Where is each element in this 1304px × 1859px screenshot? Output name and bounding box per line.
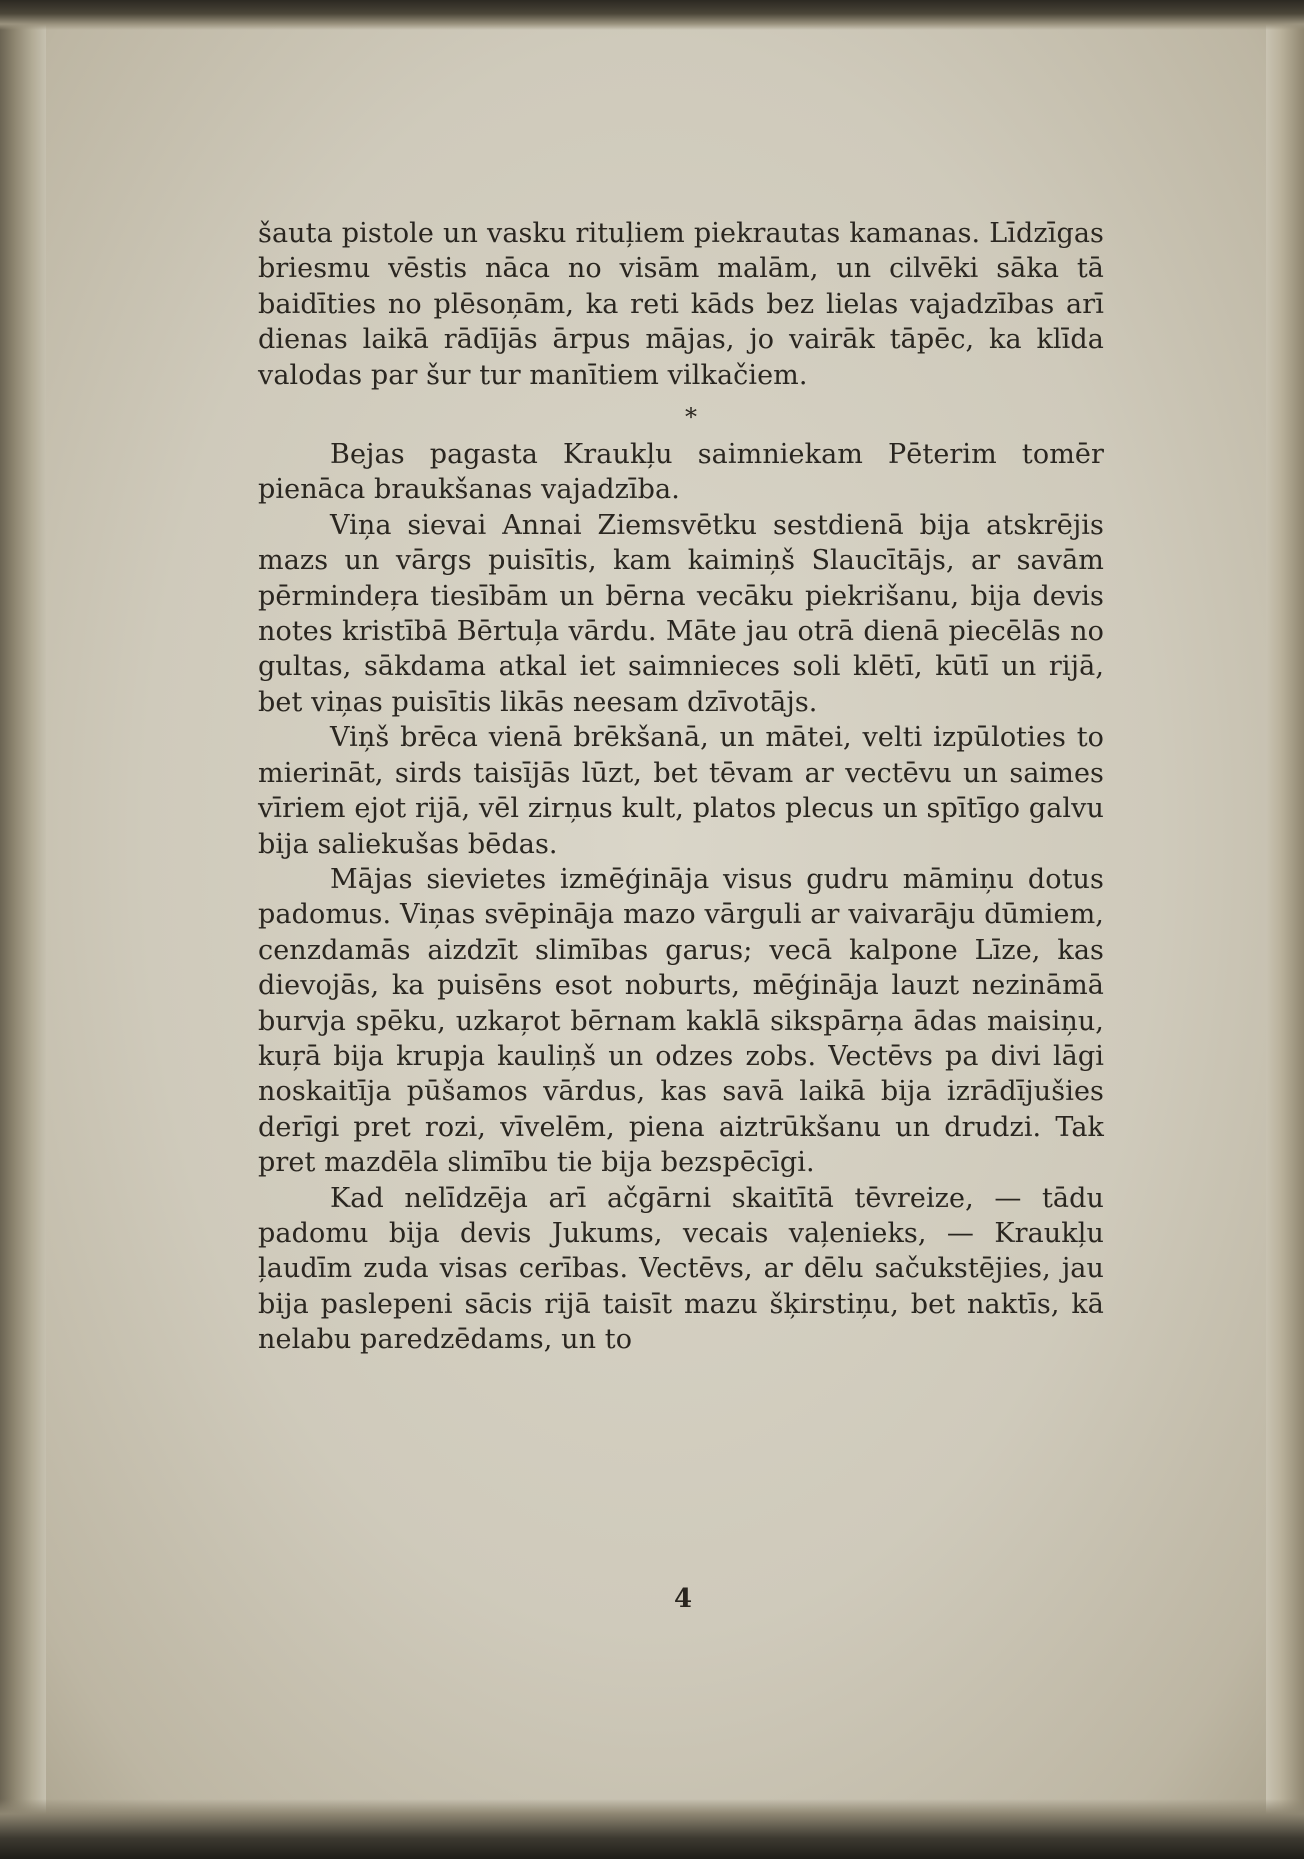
paragraph-2: Viņa sievai Annai Ziemsvētku sestdienā bija atskrējis mazs un vārgs puisītis, kam kaimiņš Slaucītājs, ar savām pērmindeŗa tiesībām un bērna vecāku piekrišanu, bija devis notes kristībā Bērtuļa vārdu. Māte jau otrā dienā piecēlās no gultas, sākdama atkal iet saimnieces soli klētī, kūtī un rijā, bet viņas puisītis likās neesam dzīvotājs. xyxy=(258,509,1104,718)
paragraph-3: Viņš brēca vienā brēkšanā, un mātei, velti izpūloties to mierināt, sirds taisījās lūzt, bet tēvam ar vectēvu un saimes vīriem ejot rijā, vēl zirņus kult, platos plecus un spītīgo galvu bija saliekušas bēdas. xyxy=(258,722,1104,860)
page-number: 4 xyxy=(673,1584,693,1614)
paragraph-5: Kad nelīdzēja arī ačgārni skaitītā tēvreize, — tādu padomu bija devis Jukums, vecais vaļenieks, — Kraukļu ļaudīm zuda visas cerības. Vectēvs, ar dēlu sačukstējies, jau bija paslepeni sācis rijā taisīt mazu šķirstiņu, bet naktīs, kā nelabu paredzēdams, un to xyxy=(258,1182,1104,1356)
page-right-edge xyxy=(1266,0,1304,1859)
paragraph-4: Mājas sievietes izmēģināja visus gudru māmiņu dotus padomus. Viņas svēpināja mazo vārguli ar vaivarāju dūmiem, cenzdamās aizdzīt slimības garus; vecā kalpone Līze, kas dievojās, ka puisēns esot noburts, mēģināja lauzt nezināmā burvja spēku, uzkaŗot bērnam kaklā sikspārņa ādas maisiņu, kuŗā bija krupja kauliņš un odzes zobs. Vectēvs pa divi lāgi noskaitīja pūšamos vārdus, kas savā laikā bija izrādījušies derīgi pret rozi, vīvelēm, piena aiztrūkšanu un drudzi. Tak pret mazdēla slimību tie bija bezspēcīgi. xyxy=(258,863,1104,1179)
body-text xyxy=(258,216,1104,1358)
paragraph-1: Bejas pagasta Kraukļu saimniekam Pēterim tomēr pienāca braukšanas vajadzība. xyxy=(258,439,1104,506)
paragraph-continued: šauta pistole un vasku rituļiem piekrautas kamanas. Līdzīgas briesmu vēstis nāca no visām malām, un cilvēki sāka tā baidīties no plēsoņām, ka reti kāds bez lielas vajadzības arī dienas laikā rādījās ārpus mājas, jo vairāk tāpēc, ka klīda valodas par šur tur manītiem vilkačiem. xyxy=(258,218,1104,391)
book-spine-shadow xyxy=(0,0,46,1859)
page-bottom-edge xyxy=(0,1799,1304,1859)
section-break-asterisk: * xyxy=(684,403,698,432)
page-top-edge xyxy=(0,0,1304,30)
